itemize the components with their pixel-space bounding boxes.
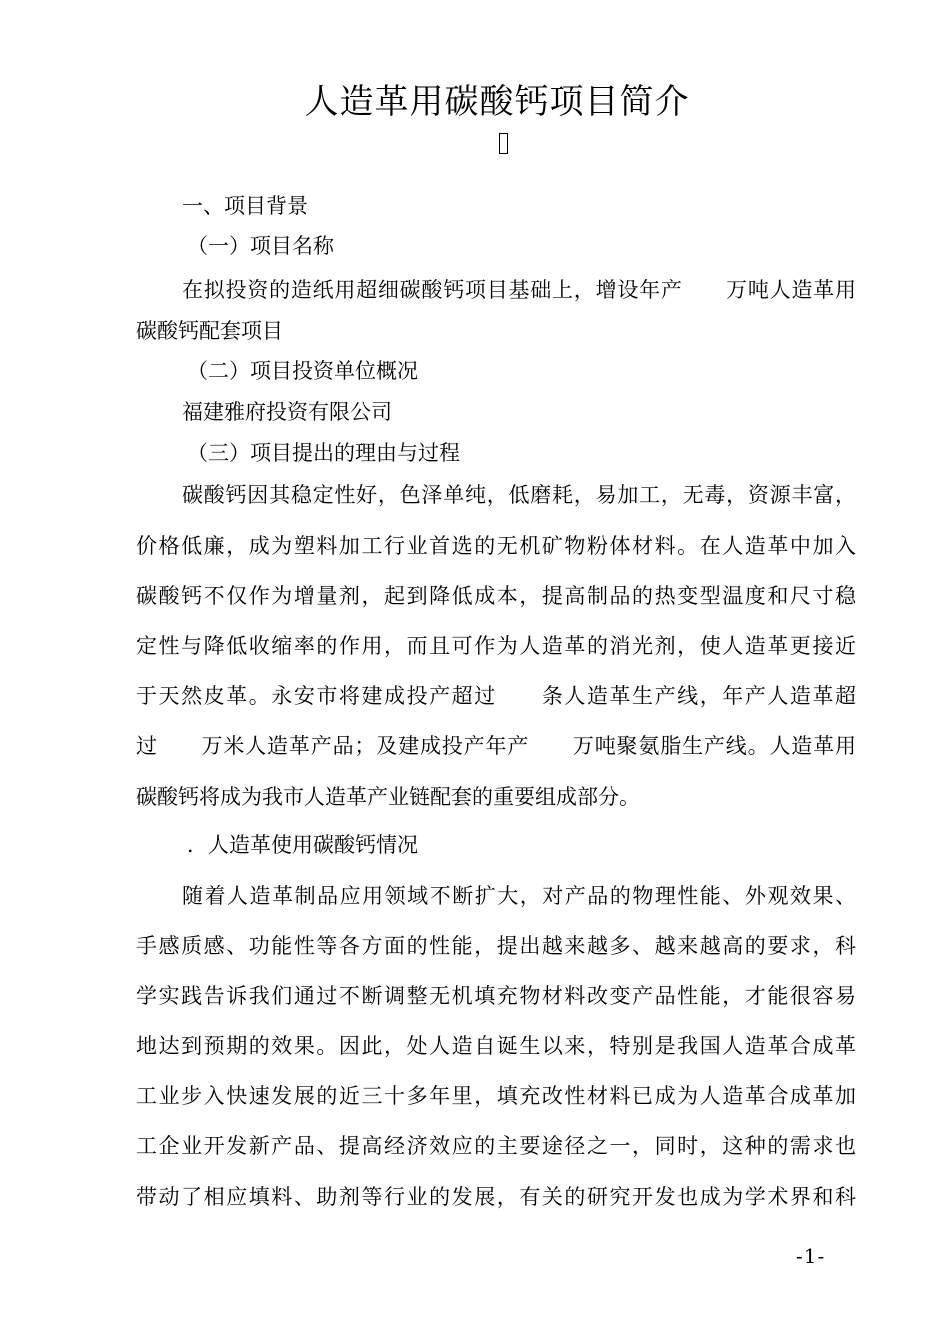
document-title: 人造革用碳酸钙项目简介 — [304, 82, 690, 122]
paragraph-line: 定性与降低收缩率的作用，而且可作为人造革的消光剂，使人造革更接近 — [136, 634, 856, 658]
page-number: -1- — [796, 1244, 826, 1268]
paragraph-line: 手感质感、功能性等各方面的性能，提出越来越多、越来越高的要求，科 — [136, 934, 856, 958]
section-heading-background: 一、项目背景 — [182, 194, 308, 218]
paragraph-line: 带动了相应填料、助剂等行业的发展，有关的研究开发也成为学术界和科 — [136, 1185, 856, 1209]
paragraph-line: 碳酸钙将成为我市人造革产业链配套的重要组成部分。 — [136, 785, 640, 809]
paragraph-line: 学实践告诉我们通过不断调整无机填充物材料改变产品性能，才能很容易 — [136, 984, 856, 1008]
paragraph-line: 随着人造革制品应用领域不断扩大，对产品的物理性能、外观效果、 — [182, 884, 856, 908]
paragraph-line: 在拟投资的造纸用超细碳酸钙项目基础上，增设年产 万吨人造革用 — [182, 278, 856, 302]
subsection-heading-usage: ．人造革使用碳酸钙情况 — [187, 833, 418, 857]
paragraph-line: 价格低廉，成为塑料加工行业首选的无机矿物粉体材料。在人造革中加入 — [136, 534, 856, 558]
paragraph-line: 工业步入快速发展的近三十多年里，填充改性材料已成为人造革合成革加 — [136, 1084, 856, 1108]
paragraph-line: 地达到预期的效果。因此，处人造自诞生以来，特别是我国人造革合成革 — [136, 1034, 856, 1058]
paragraph-line: 碳酸钙因其稳定性好，色泽单纯，低磨耗，易加工，无毒，资源丰富， — [182, 483, 856, 507]
paragraph-line: 工企业开发新产品、提高经济效应的主要途径之一，同时，这种的需求也 — [136, 1134, 856, 1158]
subsection-heading-name: （一）项目名称 — [187, 234, 334, 258]
subsection-heading-investor: （二）项目投资单位概况 — [187, 359, 418, 383]
placeholder-glyph-icon — [499, 133, 508, 154]
paragraph-line: 过 万米人造革产品；及建成投产年产 万吨聚氨脂生产线。人造革用 — [136, 734, 856, 758]
paragraph-line: 于天然皮革。永安市将建成投产超过 条人造革生产线，年产人造革超 — [136, 684, 856, 708]
subsection-heading-reason: （三）项目提出的理由与过程 — [187, 441, 460, 465]
paragraph-line: 碳酸钙配套项目 — [136, 319, 283, 343]
paragraph-line: 福建雅府投资有限公司 — [182, 400, 392, 424]
paragraph-line: 碳酸钙不仅作为增量剂，起到降低成本，提高制品的热变型温度和尺寸稳 — [136, 584, 856, 608]
